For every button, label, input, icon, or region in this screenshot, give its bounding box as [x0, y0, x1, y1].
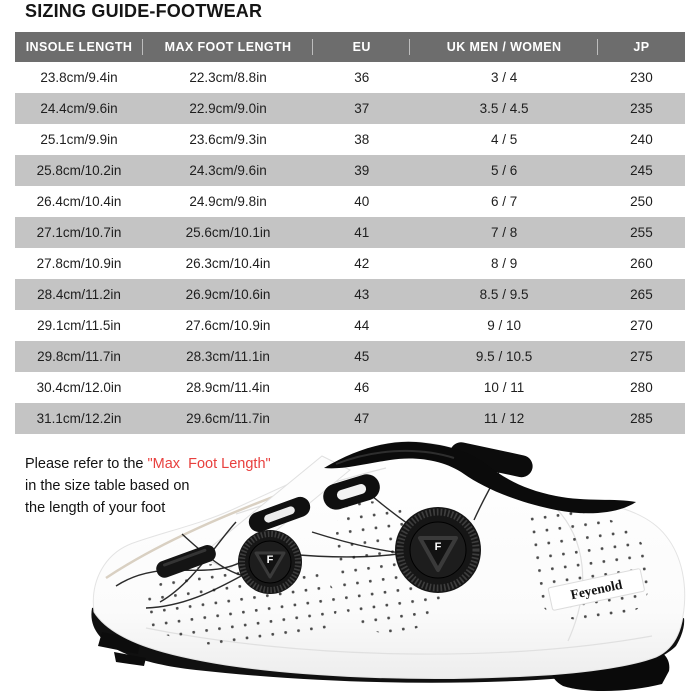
table-cell: 27.6cm/10.9in	[185, 318, 271, 333]
table-cell: 285	[630, 411, 653, 426]
table-cell: 270	[630, 318, 653, 333]
table-cell: 40	[354, 194, 370, 209]
table-row	[15, 186, 685, 217]
table-cell: 255	[630, 225, 653, 240]
table-cell: 47	[354, 411, 370, 426]
table-cell: 235	[630, 101, 653, 116]
table-cell: 9.5 / 10.5	[475, 349, 533, 364]
table-cell: 24.4cm/9.6in	[40, 101, 118, 116]
table-row	[15, 248, 685, 279]
boa-dial-rear	[395, 507, 481, 593]
table-cell: 11 / 12	[483, 411, 525, 426]
note-line2: in the size table based on	[25, 478, 190, 494]
table-cell: 22.3cm/8.8in	[189, 70, 267, 85]
boa-dial-front	[238, 530, 302, 594]
table-cell: 41	[354, 225, 370, 240]
table-cell: 3 / 4	[490, 70, 518, 85]
table-cell: 42	[354, 256, 370, 271]
table-cell: 9 / 10	[487, 318, 521, 333]
table-cell: 29.6cm/11.7in	[186, 411, 270, 426]
table-cell: 10 / 11	[483, 380, 525, 395]
product-image-shoe	[86, 436, 698, 700]
table-row	[15, 279, 685, 310]
table-cell: 8 / 9	[490, 256, 518, 271]
size-table-header	[15, 32, 685, 62]
table-cell: 43	[354, 287, 370, 302]
table-cell: 36	[354, 70, 370, 85]
table-cell: 22.9cm/9.0in	[189, 101, 267, 116]
table-cell: 265	[630, 287, 653, 302]
table-cell: 26.9cm/10.6in	[185, 287, 271, 302]
table-cell: 28.9cm/11.4in	[186, 380, 270, 395]
table-cell: 240	[630, 132, 653, 147]
page-title: SIZING GUIDE-FOOTWEAR	[25, 1, 263, 21]
table-cell: 27.8cm/10.9in	[36, 256, 122, 271]
table-cell: 25.6cm/10.1in	[185, 225, 271, 240]
table-cell: 44	[354, 318, 370, 333]
table-cell: 37	[354, 101, 370, 116]
table-row	[15, 155, 685, 186]
table-cell: 31.1cm/12.2in	[36, 411, 122, 426]
table-cell: 24.3cm/9.6in	[189, 163, 267, 178]
column-header: MAX FOOT LENGTH	[143, 32, 313, 62]
note-highlight: "Max Foot Length"	[147, 456, 271, 472]
table-row	[15, 124, 685, 155]
dial-logo-front: F	[266, 554, 274, 566]
table-cell: 230	[630, 70, 653, 85]
table-cell: 28.4cm/11.2in	[37, 287, 121, 302]
table-cell: 25.8cm/10.2in	[36, 163, 122, 178]
table-cell: 8.5 / 9.5	[479, 287, 529, 302]
table-cell: 4 / 5	[490, 132, 518, 147]
table-cell: 23.6cm/9.3in	[189, 132, 267, 147]
table-row	[15, 93, 685, 124]
table-cell: 25.1cm/9.9in	[40, 132, 118, 147]
dial-logo-rear: F	[434, 541, 442, 553]
table-cell: 275	[630, 349, 653, 364]
table-row	[15, 310, 685, 341]
table-row	[15, 341, 685, 372]
table-cell: 7 / 8	[490, 225, 518, 240]
table-cell: 30.4cm/12.0in	[36, 380, 122, 395]
brand-name: Feyenold	[569, 576, 624, 603]
column-header: UK MEN / WOMEN	[410, 32, 598, 62]
size-table	[15, 32, 685, 434]
table-cell: 3.5 / 4.5	[479, 101, 529, 116]
table-cell: 46	[354, 380, 370, 395]
note-text: Please refer to the	[25, 456, 148, 472]
column-header: INSOLE LENGTH	[15, 32, 143, 62]
table-cell: 24.9cm/9.8in	[189, 194, 267, 209]
table-cell: 26.4cm/10.4in	[36, 194, 122, 209]
table-cell: 280	[630, 380, 653, 395]
table-cell: 250	[630, 194, 653, 209]
table-cell: 260	[630, 256, 653, 271]
table-cell: 29.8cm/11.7in	[37, 349, 121, 364]
table-cell: 6 / 7	[490, 194, 518, 209]
table-cell: 27.1cm/10.7in	[36, 225, 122, 240]
table-cell: 245	[630, 163, 653, 178]
table-cell: 39	[354, 163, 370, 178]
table-row	[15, 403, 685, 434]
table-cell: 26.3cm/10.4in	[185, 256, 271, 271]
table-cell: 28.3cm/11.1in	[186, 349, 270, 364]
column-header: JP	[598, 32, 685, 62]
table-row	[15, 372, 685, 403]
table-row	[15, 217, 685, 248]
table-cell: 23.8cm/9.4in	[40, 70, 118, 85]
table-cell: 45	[354, 349, 370, 364]
table-cell: 38	[354, 132, 370, 147]
table-row	[15, 62, 685, 93]
note-line3: the length of your foot	[25, 500, 166, 516]
column-header: EU	[313, 32, 410, 62]
table-cell: 29.1cm/11.5in	[37, 318, 121, 333]
table-cell: 5 / 6	[490, 163, 518, 178]
